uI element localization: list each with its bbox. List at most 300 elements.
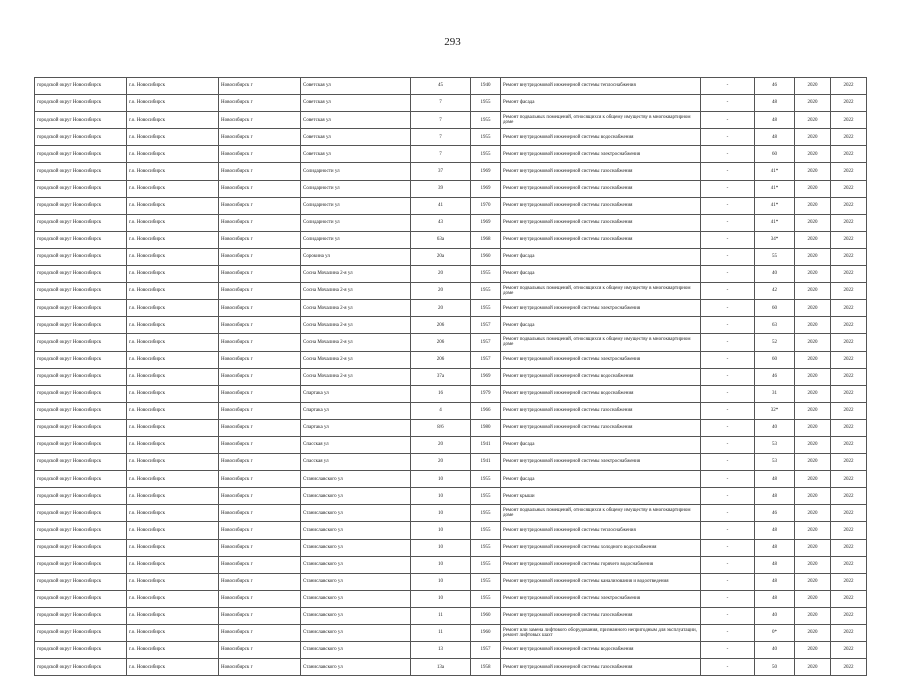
end-year-cell: 2022	[831, 436, 867, 453]
house-number-cell: 11	[411, 625, 471, 642]
dash-cell: -	[701, 317, 755, 334]
municipal-district-cell: городской округ Новосибирск	[35, 334, 127, 351]
street-cell: Спартака ул	[301, 419, 411, 436]
house-number-cell: 206	[411, 334, 471, 351]
house-number-cell: 20	[411, 300, 471, 317]
start-year-cell: 2020	[795, 129, 831, 146]
house-number-cell: 16	[411, 385, 471, 402]
municipal-district-cell: городской округ Новосибирск	[35, 95, 127, 112]
municipality-cell: г.о. Новосибирск	[127, 78, 219, 95]
work-type-cell: Ремонт фасада	[501, 248, 701, 265]
table-row	[35, 317, 867, 334]
settlement-cell: Новосибирск г	[219, 163, 301, 180]
street-cell: Станиславского ул	[301, 642, 411, 659]
dash-cell: -	[701, 78, 755, 95]
street-cell: Солидарности ул	[301, 163, 411, 180]
build-year-cell: 1955	[471, 590, 501, 607]
municipal-district-cell: городской округ Новосибирск	[35, 180, 127, 197]
house-number-cell: 10	[411, 471, 471, 488]
build-year-cell: 1941	[471, 436, 501, 453]
settlement-cell: Новосибирск г	[219, 573, 301, 590]
dash-cell: -	[701, 180, 755, 197]
table-row	[35, 95, 867, 112]
start-year-cell: 2020	[795, 488, 831, 505]
settlement-cell: Новосибирск г	[219, 505, 301, 522]
street-cell: Станиславского ул	[301, 488, 411, 505]
end-year-cell: 2022	[831, 317, 867, 334]
street-cell: Станиславского ул	[301, 505, 411, 522]
start-year-cell: 2020	[795, 625, 831, 642]
municipality-cell: г.о. Новосибирск	[127, 368, 219, 385]
table-row	[35, 112, 867, 129]
municipality-cell: г.о. Новосибирск	[127, 197, 219, 214]
work-type-cell: Ремонт внутридомовой инженерной системы водоснабжения	[501, 385, 701, 402]
value-cell: 41*	[755, 214, 795, 231]
street-cell: Станиславского ул	[301, 522, 411, 539]
work-type-cell: Ремонт фасада	[501, 266, 701, 283]
municipal-district-cell: городской округ Новосибирск	[35, 642, 127, 659]
value-cell: 46	[755, 505, 795, 522]
work-type-cell: Ремонт внутридомовой инженерной системы электроснабжения	[501, 146, 701, 163]
start-year-cell: 2020	[795, 78, 831, 95]
street-cell: Сосна Мочалина 2-я ул	[301, 283, 411, 300]
settlement-cell: Новосибирск г	[219, 334, 301, 351]
work-type-cell: Ремонт внутридомовой инженерной системы теплоснабжения	[501, 522, 701, 539]
street-cell: Спартака ул	[301, 402, 411, 419]
municipality-cell: г.о. Новосибирск	[127, 625, 219, 642]
dash-cell: -	[701, 625, 755, 642]
municipal-district-cell: городской округ Новосибирск	[35, 471, 127, 488]
street-cell: Спартака ул	[301, 385, 411, 402]
municipal-district-cell: городской округ Новосибирск	[35, 419, 127, 436]
start-year-cell: 2020	[795, 197, 831, 214]
settlement-cell: Новосибирск г	[219, 454, 301, 471]
table-row	[35, 163, 867, 180]
street-cell: Сосна Мочалина 2-я ул	[301, 300, 411, 317]
start-year-cell: 2020	[795, 146, 831, 163]
settlement-cell: Новосибирск г	[219, 419, 301, 436]
municipality-cell: г.о. Новосибирск	[127, 163, 219, 180]
house-number-cell: 13а	[411, 659, 471, 676]
street-cell: Советская ул	[301, 95, 411, 112]
table-row	[35, 334, 867, 351]
value-cell: 34*	[755, 231, 795, 248]
municipal-district-cell: городской округ Новосибирск	[35, 78, 127, 95]
build-year-cell: 1955	[471, 505, 501, 522]
end-year-cell: 2022	[831, 539, 867, 556]
work-type-cell: Ремонт внутридомовой инженерной системы газоснабжения	[501, 659, 701, 676]
settlement-cell: Новосибирск г	[219, 539, 301, 556]
end-year-cell: 2022	[831, 402, 867, 419]
house-number-cell: 7	[411, 112, 471, 129]
dash-cell: -	[701, 248, 755, 265]
street-cell: Сорокина ул	[301, 248, 411, 265]
house-number-cell: 20	[411, 283, 471, 300]
house-number-cell: 206	[411, 317, 471, 334]
table-body	[35, 78, 867, 676]
municipal-district-cell: городской округ Новосибирск	[35, 368, 127, 385]
house-number-cell: 7	[411, 146, 471, 163]
house-number-cell: 20	[411, 454, 471, 471]
start-year-cell: 2020	[795, 334, 831, 351]
start-year-cell: 2020	[795, 539, 831, 556]
work-type-cell: Ремонт внутридомовой инженерной системы холодного водоснабжения	[501, 539, 701, 556]
work-type-cell: Ремонт внутридомовой инженерной системы водоснабжения	[501, 129, 701, 146]
end-year-cell: 2022	[831, 180, 867, 197]
value-cell: 53	[755, 436, 795, 453]
start-year-cell: 2020	[795, 556, 831, 573]
end-year-cell: 2022	[831, 78, 867, 95]
capital-repair-table	[34, 77, 867, 676]
street-cell: Советская ул	[301, 129, 411, 146]
table-row	[35, 590, 867, 607]
dash-cell: -	[701, 197, 755, 214]
build-year-cell: 1955	[471, 471, 501, 488]
dash-cell: -	[701, 471, 755, 488]
municipality-cell: г.о. Новосибирск	[127, 454, 219, 471]
start-year-cell: 2020	[795, 471, 831, 488]
settlement-cell: Новосибирск г	[219, 129, 301, 146]
street-cell: Станиславского ул	[301, 590, 411, 607]
build-year-cell: 1955	[471, 266, 501, 283]
work-type-cell: Ремонт внутридомовой инженерной системы газоснабжения	[501, 163, 701, 180]
settlement-cell: Новосибирск г	[219, 78, 301, 95]
municipal-district-cell: городской округ Новосибирск	[35, 351, 127, 368]
municipal-district-cell: городской округ Новосибирск	[35, 573, 127, 590]
build-year-cell: 1955	[471, 129, 501, 146]
work-type-cell: Ремонт внутридомовой инженерной системы газоснабжения	[501, 231, 701, 248]
page-number: 293	[444, 36, 461, 48]
work-type-cell: Ремонт внутридомовой инженерной системы электроснабжения	[501, 351, 701, 368]
value-cell: 55	[755, 248, 795, 265]
municipal-district-cell: городской округ Новосибирск	[35, 112, 127, 129]
value-cell: 50	[755, 659, 795, 676]
start-year-cell: 2020	[795, 573, 831, 590]
start-year-cell: 2020	[795, 317, 831, 334]
work-type-cell: Ремонт подвальных помещений, относящихся к общему имуществу в многоквартирном доме	[501, 283, 701, 300]
work-type-cell: Ремонт фасада	[501, 471, 701, 488]
table-row	[35, 214, 867, 231]
value-cell: 52	[755, 334, 795, 351]
end-year-cell: 2022	[831, 248, 867, 265]
settlement-cell: Новосибирск г	[219, 522, 301, 539]
municipal-district-cell: городской округ Новосибирск	[35, 522, 127, 539]
street-cell: Сосна Мочалина 2-я ул	[301, 334, 411, 351]
street-cell: Солидарности ул	[301, 231, 411, 248]
settlement-cell: Новосибирск г	[219, 642, 301, 659]
start-year-cell: 2020	[795, 607, 831, 624]
house-number-cell: 10	[411, 488, 471, 505]
table-row	[35, 419, 867, 436]
end-year-cell: 2022	[831, 385, 867, 402]
street-cell: Станиславского ул	[301, 539, 411, 556]
house-number-cell: 10	[411, 556, 471, 573]
street-cell: Сосна Мочалина 2-я ул	[301, 368, 411, 385]
value-cell: 48	[755, 471, 795, 488]
value-cell: 41*	[755, 197, 795, 214]
dash-cell: -	[701, 522, 755, 539]
house-number-cell: 20а	[411, 248, 471, 265]
work-type-cell: Ремонт внутридомовой инженерной системы газоснабжения	[501, 419, 701, 436]
build-year-cell: 1941	[471, 454, 501, 471]
dash-cell: -	[701, 214, 755, 231]
value-cell: 48	[755, 573, 795, 590]
table-row	[35, 146, 867, 163]
municipality-cell: г.о. Новосибирск	[127, 556, 219, 573]
end-year-cell: 2022	[831, 283, 867, 300]
dash-cell: -	[701, 334, 755, 351]
house-number-cell: 20	[411, 266, 471, 283]
municipality-cell: г.о. Новосибирск	[127, 266, 219, 283]
value-cell: 60	[755, 300, 795, 317]
dash-cell: -	[701, 300, 755, 317]
build-year-cell: 1955	[471, 283, 501, 300]
dash-cell: -	[701, 351, 755, 368]
build-year-cell: 1969	[471, 214, 501, 231]
municipal-district-cell: городской округ Новосибирск	[35, 146, 127, 163]
work-type-cell: Ремонт крыши	[501, 488, 701, 505]
build-year-cell: 1970	[471, 197, 501, 214]
end-year-cell: 2022	[831, 351, 867, 368]
value-cell: 48	[755, 590, 795, 607]
dash-cell: -	[701, 505, 755, 522]
build-year-cell: 1955	[471, 95, 501, 112]
table-row	[35, 402, 867, 419]
settlement-cell: Новосибирск г	[219, 197, 301, 214]
settlement-cell: Новосибирск г	[219, 556, 301, 573]
build-year-cell: 1955	[471, 539, 501, 556]
municipal-district-cell: городской округ Новосибирск	[35, 266, 127, 283]
municipal-district-cell: городской округ Новосибирск	[35, 488, 127, 505]
settlement-cell: Новосибирск г	[219, 231, 301, 248]
value-cell: 32*	[755, 402, 795, 419]
settlement-cell: Новосибирск г	[219, 488, 301, 505]
dash-cell: -	[701, 419, 755, 436]
work-type-cell: Ремонт подвальных помещений, относящихся к общему имуществу в многоквартирном доме	[501, 112, 701, 129]
build-year-cell: 1960	[471, 625, 501, 642]
table-row	[35, 351, 867, 368]
end-year-cell: 2022	[831, 573, 867, 590]
municipality-cell: г.о. Новосибирск	[127, 573, 219, 590]
start-year-cell: 2020	[795, 522, 831, 539]
municipality-cell: г.о. Новосибирск	[127, 112, 219, 129]
table-row	[35, 625, 867, 642]
end-year-cell: 2022	[831, 659, 867, 676]
start-year-cell: 2020	[795, 248, 831, 265]
municipality-cell: г.о. Новосибирск	[127, 283, 219, 300]
dash-cell: -	[701, 590, 755, 607]
start-year-cell: 2020	[795, 590, 831, 607]
municipal-district-cell: городской округ Новосибирск	[35, 454, 127, 471]
work-type-cell: Ремонт внутридомовой инженерной системы электроснабжения	[501, 300, 701, 317]
dash-cell: -	[701, 146, 755, 163]
settlement-cell: Новосибирск г	[219, 471, 301, 488]
dash-cell: -	[701, 659, 755, 676]
start-year-cell: 2020	[795, 95, 831, 112]
house-number-cell: 63а	[411, 231, 471, 248]
settlement-cell: Новосибирск г	[219, 214, 301, 231]
house-number-cell: 4	[411, 402, 471, 419]
table-row	[35, 231, 867, 248]
municipal-district-cell: городской округ Новосибирск	[35, 283, 127, 300]
municipality-cell: г.о. Новосибирск	[127, 522, 219, 539]
end-year-cell: 2022	[831, 146, 867, 163]
work-type-cell: Ремонт внутридомовой инженерной системы канализования и водоотведения	[501, 573, 701, 590]
value-cell: 46	[755, 368, 795, 385]
table-row	[35, 539, 867, 556]
municipality-cell: г.о. Новосибирск	[127, 180, 219, 197]
street-cell: Солидарности ул	[301, 180, 411, 197]
municipality-cell: г.о. Новосибирск	[127, 231, 219, 248]
build-year-cell: 1955	[471, 112, 501, 129]
build-year-cell: 1969	[471, 163, 501, 180]
start-year-cell: 2020	[795, 163, 831, 180]
work-type-cell: Ремонт внутридомовой инженерной системы водоснабжения	[501, 642, 701, 659]
work-type-cell: Ремонт внутридомовой инженерной системы газоснабжения	[501, 402, 701, 419]
house-number-cell: 20	[411, 436, 471, 453]
build-year-cell: 1969	[471, 368, 501, 385]
end-year-cell: 2022	[831, 214, 867, 231]
table-row	[35, 471, 867, 488]
dash-cell: -	[701, 607, 755, 624]
value-cell: 40	[755, 266, 795, 283]
municipality-cell: г.о. Новосибирск	[127, 659, 219, 676]
value-cell: 40	[755, 607, 795, 624]
dash-cell: -	[701, 129, 755, 146]
dash-cell: -	[701, 163, 755, 180]
street-cell: Станиславского ул	[301, 573, 411, 590]
municipality-cell: г.о. Новосибирск	[127, 471, 219, 488]
street-cell: Станиславского ул	[301, 607, 411, 624]
start-year-cell: 2020	[795, 385, 831, 402]
dash-cell: -	[701, 642, 755, 659]
end-year-cell: 2022	[831, 334, 867, 351]
start-year-cell: 2020	[795, 436, 831, 453]
build-year-cell: 1955	[471, 488, 501, 505]
end-year-cell: 2022	[831, 112, 867, 129]
street-cell: Спасская ул	[301, 436, 411, 453]
start-year-cell: 2020	[795, 300, 831, 317]
settlement-cell: Новосибирск г	[219, 180, 301, 197]
work-type-cell: Ремонт внутридомовой инженерной системы электроснабжения	[501, 590, 701, 607]
house-number-cell: 10	[411, 505, 471, 522]
municipality-cell: г.о. Новосибирск	[127, 300, 219, 317]
build-year-cell: 1940	[471, 78, 501, 95]
value-cell: 60	[755, 351, 795, 368]
table-row	[35, 505, 867, 522]
table-row	[35, 573, 867, 590]
municipality-cell: г.о. Новосибирск	[127, 214, 219, 231]
settlement-cell: Новосибирск г	[219, 95, 301, 112]
municipal-district-cell: городской округ Новосибирск	[35, 197, 127, 214]
end-year-cell: 2022	[831, 522, 867, 539]
table-row	[35, 248, 867, 265]
start-year-cell: 2020	[795, 505, 831, 522]
house-number-cell: 10	[411, 539, 471, 556]
house-number-cell: 10	[411, 573, 471, 590]
dash-cell: -	[701, 95, 755, 112]
work-type-cell: Ремонт подвальных помещений, относящихся к общему имуществу в многоквартирном доме	[501, 505, 701, 522]
start-year-cell: 2020	[795, 351, 831, 368]
end-year-cell: 2022	[831, 505, 867, 522]
settlement-cell: Новосибирск г	[219, 590, 301, 607]
table-row	[35, 488, 867, 505]
table-row	[35, 129, 867, 146]
house-number-cell: 10	[411, 522, 471, 539]
value-cell: 0*	[755, 625, 795, 642]
municipal-district-cell: городской округ Новосибирск	[35, 402, 127, 419]
table-row	[35, 659, 867, 676]
dash-cell: -	[701, 402, 755, 419]
end-year-cell: 2022	[831, 419, 867, 436]
end-year-cell: 2022	[831, 197, 867, 214]
street-cell: Станиславского ул	[301, 659, 411, 676]
value-cell: 53	[755, 454, 795, 471]
end-year-cell: 2022	[831, 368, 867, 385]
street-cell: Станиславского ул	[301, 625, 411, 642]
municipality-cell: г.о. Новосибирск	[127, 351, 219, 368]
settlement-cell: Новосибирск г	[219, 436, 301, 453]
work-type-cell: Ремонт внутридомовой инженерной системы газоснабжения	[501, 607, 701, 624]
start-year-cell: 2020	[795, 454, 831, 471]
work-type-cell: Ремонт внутридомовой инженерной системы горячего водоснабжения	[501, 556, 701, 573]
municipality-cell: г.о. Новосибирск	[127, 436, 219, 453]
street-cell: Станиславского ул	[301, 556, 411, 573]
work-type-cell: Ремонт фасада	[501, 436, 701, 453]
start-year-cell: 2020	[795, 419, 831, 436]
value-cell: 63	[755, 317, 795, 334]
table-row	[35, 283, 867, 300]
settlement-cell: Новосибирск г	[219, 112, 301, 129]
build-year-cell: 1955	[471, 573, 501, 590]
municipality-cell: г.о. Новосибирск	[127, 129, 219, 146]
value-cell: 31	[755, 385, 795, 402]
municipal-district-cell: городской округ Новосибирск	[35, 300, 127, 317]
street-cell: Сосна Мочалина 2-я ул	[301, 317, 411, 334]
dash-cell: -	[701, 266, 755, 283]
settlement-cell: Новосибирск г	[219, 266, 301, 283]
end-year-cell: 2022	[831, 590, 867, 607]
municipal-district-cell: городской округ Новосибирск	[35, 231, 127, 248]
build-year-cell: 1955	[471, 300, 501, 317]
value-cell: 48	[755, 556, 795, 573]
settlement-cell: Новосибирск г	[219, 625, 301, 642]
street-cell: Советская ул	[301, 146, 411, 163]
work-type-cell: Ремонт или замена лифтового оборудования, признанного непригодным для эксплуатации, ремонт лифтовых шахт	[501, 625, 701, 642]
dash-cell: -	[701, 539, 755, 556]
house-number-cell: 7	[411, 129, 471, 146]
dash-cell: -	[701, 573, 755, 590]
end-year-cell: 2022	[831, 300, 867, 317]
value-cell: 40	[755, 419, 795, 436]
end-year-cell: 2022	[831, 454, 867, 471]
start-year-cell: 2020	[795, 642, 831, 659]
house-number-cell: 41	[411, 197, 471, 214]
work-type-cell: Ремонт внутридомовой инженерной системы газоснабжения	[501, 197, 701, 214]
table-row	[35, 642, 867, 659]
house-number-cell: 8/6	[411, 419, 471, 436]
settlement-cell: Новосибирск г	[219, 317, 301, 334]
settlement-cell: Новосибирск г	[219, 659, 301, 676]
end-year-cell: 2022	[831, 642, 867, 659]
table-row	[35, 522, 867, 539]
table-row	[35, 197, 867, 214]
municipality-cell: г.о. Новосибирск	[127, 488, 219, 505]
dash-cell: -	[701, 385, 755, 402]
start-year-cell: 2020	[795, 368, 831, 385]
dash-cell: -	[701, 454, 755, 471]
value-cell: 46	[755, 78, 795, 95]
